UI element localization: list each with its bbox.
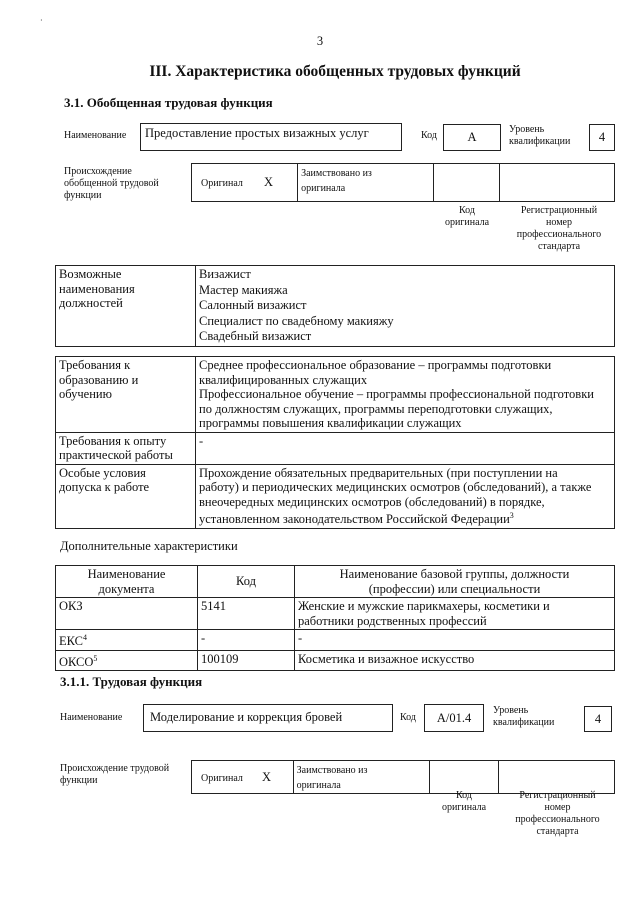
labor-name-field — [143, 704, 393, 732]
special-line: внеочередных медицинских осмотров (обследований) в порядке, — [199, 494, 545, 509]
special-line: работу) и периодических медицинских осмотров (обследований), а также — [199, 480, 592, 494]
labor-level-label: Уровень квалификации — [493, 705, 555, 728]
row-code — [198, 630, 295, 651]
labor-code-origin-cell — [430, 761, 499, 794]
education-label: Требования к образованию и обучению — [59, 358, 139, 401]
experience-value: - — [199, 433, 204, 448]
gen-name-label: Наименование — [64, 130, 127, 141]
special-line-text: установленном законодательством Российской Федерации — [199, 512, 510, 527]
row-name — [295, 630, 615, 651]
positions-label: Возможные наименования должностей — [59, 267, 135, 310]
gen-code-origin-caption: Код оригинала — [444, 205, 490, 228]
experience-label: Требования к опыту практической работы — [59, 433, 173, 462]
labor-origin-table — [191, 760, 615, 794]
doc-name: ОКСО — [59, 654, 94, 669]
requirements-table — [55, 356, 615, 529]
labor-original-mark: X — [262, 769, 272, 784]
header-document: Наименование документа — [87, 567, 166, 596]
labor-name-value: Моделирование и коррекция бровей — [150, 710, 343, 724]
gen-original-label: Оригинал — [201, 178, 243, 189]
header-code: Код — [236, 574, 256, 589]
education-line: Среднее профессиональное образование – программы подготовки — [199, 358, 552, 372]
labor-borrowed-cell — [293, 761, 430, 794]
gen-code-value: A — [467, 130, 477, 144]
education-line: квалифицированных служащих — [199, 372, 368, 387]
gen-code-origin-cell — [433, 164, 499, 202]
additional-header — [295, 566, 615, 598]
special-line — [199, 509, 611, 527]
doc-name: ЕКС — [59, 634, 83, 649]
gen-original-cell — [192, 164, 298, 202]
additional-title: Дополнительные характеристики — [60, 539, 238, 553]
corner-mark: · — [40, 16, 43, 25]
section-heading-3-1-1: 3.1.1. Трудовая функция — [60, 674, 203, 689]
position-item: Визажист — [199, 267, 251, 281]
labor-borrowed-label: Заимствовано из оригинала — [296, 765, 368, 791]
labor-code-origin-caption: Код оригинала — [441, 790, 487, 813]
labor-original-cell — [192, 761, 294, 794]
special-label: Особые условия допуска к работе — [59, 465, 150, 494]
gen-level-field — [589, 124, 615, 151]
page-title: III. Характеристика обобщенных трудовых функций — [149, 63, 521, 80]
labor-level-field — [584, 706, 612, 732]
gen-code-label: Код — [421, 130, 437, 141]
special-line: Прохождение обязательных предварительных (при поступлении на — [199, 465, 558, 480]
row-code — [198, 650, 295, 671]
special-label-cell — [56, 464, 196, 528]
special-cell — [196, 464, 615, 528]
labor-code-field — [424, 704, 484, 732]
labor-code-value: A/01.4 — [436, 711, 472, 725]
header-group-name: Наименование базовой группы, должности (профессии) или специальности — [339, 567, 570, 596]
positions-list — [196, 266, 615, 347]
table-row — [56, 598, 615, 630]
row-name — [295, 598, 615, 630]
positions-label-cell — [56, 266, 196, 347]
gen-name-field — [140, 123, 402, 151]
doc-name: ОКЗ — [59, 599, 83, 613]
education-label-cell — [56, 357, 196, 433]
table-row — [56, 630, 615, 651]
doc-code: 100109 — [201, 651, 239, 666]
row-doc — [56, 598, 198, 630]
gen-reg-number-caption: Регистрационный номер профессионального стандарта — [516, 205, 602, 252]
position-item: Свадебный визажист — [199, 329, 312, 343]
row-code — [198, 598, 295, 630]
labor-level-value: 4 — [594, 712, 602, 726]
page-number: 3 — [316, 34, 324, 48]
group-name: Женские и мужские парикмахеры, косметики и работники родственных профессий — [298, 599, 550, 628]
experience-cell — [196, 432, 615, 464]
labor-reg-number-cell — [498, 761, 614, 794]
position-item: Мастер макияжа — [199, 282, 288, 297]
gen-name-value: Предоставление простых визажных услуг — [145, 126, 369, 140]
table-row — [56, 650, 615, 671]
gen-borrowed-label: Заимствовано из оригинала — [301, 168, 372, 194]
row-doc — [56, 650, 198, 671]
positions-table — [55, 265, 615, 347]
gen-level-value: 4 — [598, 130, 606, 144]
position-item: Специалист по свадебному макияжу — [199, 313, 394, 328]
row-doc — [56, 630, 198, 651]
labor-original-label: Оригинал — [201, 772, 243, 784]
group-name: Косметика и визажное искусство — [298, 651, 475, 666]
gen-level-label: Уровень квалификации — [509, 124, 571, 147]
position-item: Салонный визажист — [199, 298, 307, 312]
education-line: по должностям служащих, программы переподготовки служащих, — [199, 401, 553, 416]
section-heading-3-1: 3.1. Обобщенная трудовая функция — [64, 95, 273, 110]
gen-reg-number-cell — [499, 164, 614, 202]
doc-code: - — [201, 631, 206, 645]
additional-header — [198, 566, 295, 598]
education-cell — [196, 357, 615, 433]
doc-code: 5141 — [201, 599, 226, 613]
footnote-ref: 4 — [83, 633, 87, 642]
labor-origin-label: Происхождение трудовой функции — [60, 763, 170, 786]
additional-header — [56, 566, 198, 598]
row-name — [295, 650, 615, 671]
gen-origin-table — [191, 163, 615, 202]
footnote-ref: 5 — [93, 653, 98, 663]
group-name: - — [298, 631, 303, 645]
experience-label-cell — [56, 432, 196, 464]
gen-code-field — [443, 124, 501, 151]
labor-reg-number-caption: Регистрационный номер профессионального стандарта — [515, 790, 600, 837]
labor-name-label: Наименование — [60, 712, 123, 723]
gen-original-mark: X — [264, 175, 274, 189]
labor-code-label: Код — [400, 712, 416, 723]
gen-borrowed-cell — [298, 164, 434, 202]
education-line: программы повышения квалификации служащих — [199, 416, 462, 430]
additional-table — [55, 565, 615, 671]
education-line: Профессиональное обучение – программы профессиональной подготовки — [199, 387, 594, 401]
gen-origin-label: Происхождение обобщенной трудовой функции — [64, 166, 159, 201]
footnote-ref: 3 — [509, 511, 514, 520]
